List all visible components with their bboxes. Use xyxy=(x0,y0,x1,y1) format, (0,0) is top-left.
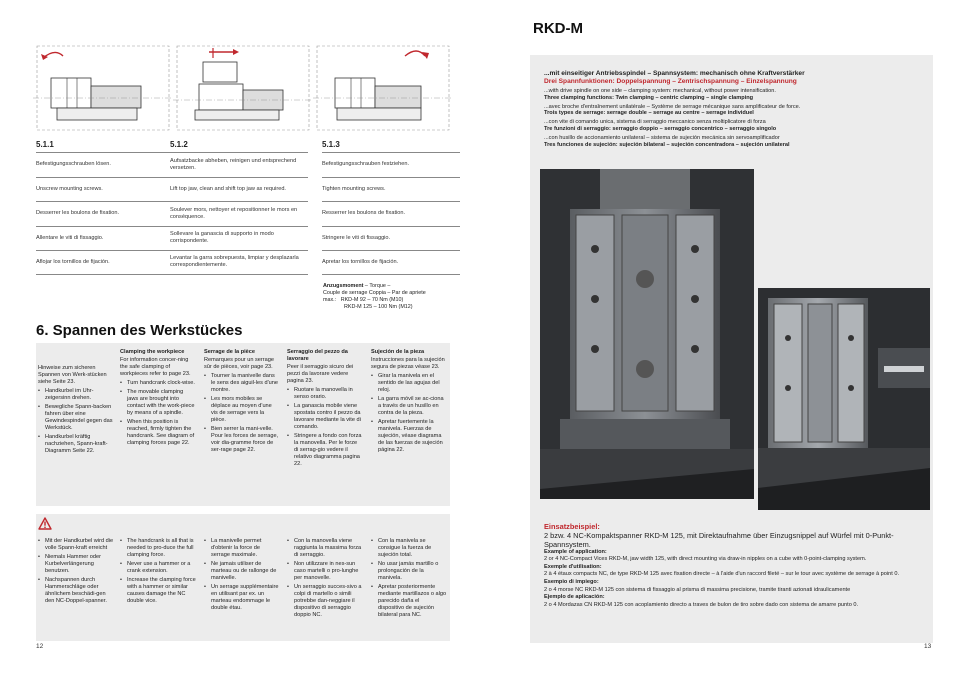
intro-de-functions: Drei Spannfunktionen: Doppelspannung – Zentrischspannung – Einzelspannung xyxy=(544,78,797,85)
list-item: • Bewegliche Spann-backen fahren über eine Gewindespindel gegen das Werkstück. xyxy=(38,404,114,432)
list-item: • Nachspannen durch Hammerschläge oder ähnlichem beschädi-gen den NC-Doppel-spanner. xyxy=(38,577,114,605)
intro-en-functions: Three clamping functions: Twin clamping – centric clamping – single clamping xyxy=(544,94,754,101)
torque-label-rest: – Torque – xyxy=(363,283,391,289)
intro-de: ...mit einseitiger Antriebsspindel – Spannsystem: mechanisch ohne Kraftverstärker xyxy=(544,70,805,77)
example-en: 2 or 4 NC-Compact Vices RKD-M, jaw width 125, with direct mounting via draw-in nipples on a cube with 0-point-clamping system. xyxy=(544,556,867,563)
list-item: • Bien serrer la mani-velle. Pour les forces de serrage, voir dia-gramme force de ser-rage page 22. xyxy=(204,426,280,454)
list-item: • No usar jamás martillo o prolongación de la manivela. xyxy=(371,561,447,582)
list-item: • Un serraggio succes-sivo a colpi di martello o simili potrebbe dan-neggiare il dispositivo di serraggio doppio NC. xyxy=(287,584,363,619)
step-number: 5.1.1 xyxy=(36,140,54,149)
list-item: • Les mors mobiles se déplace au moyen d'une vis de serrage vers la pièce. xyxy=(204,396,280,424)
list-item: • Mit der Handkurbel wird die volle Spann-kraft erreicht xyxy=(38,538,114,552)
col-fr-text: Remarques pour un serrage sûr de pièces, voir page 23. xyxy=(204,357,274,370)
list-item: • La garra móvil se ac-ciona a través de un husillo en contra de la pieza. xyxy=(371,396,447,417)
list-item: • La manivelle permet d'obtenir la force de serrage maximale. xyxy=(204,538,280,559)
example-fr: 2 à 4 étaux compacts NC, de type RKD-M 125 avec fixation directe – à l'aide d'un raccord fileté – sur le tour avec système de serrage à point 0. xyxy=(544,571,900,578)
col-es xyxy=(371,349,447,454)
example-es: 2 o 4 Mordazas CN RKD-M 125 con acoplamiento directo a traves de bulon de tiro sobre dado con sistema de amarre punto 0. xyxy=(544,601,859,608)
warn-en xyxy=(120,536,196,605)
warn-fr xyxy=(204,536,280,612)
list-item: • The handcrank is all that is needed to pro-duce the full clamping force. xyxy=(120,538,196,559)
step-5-1-3 xyxy=(322,140,460,275)
col-de-list xyxy=(38,388,114,455)
example-heading: Einsatzbeispiel: xyxy=(544,522,600,531)
step-text-fr: Desserrer les boulons de fixation. xyxy=(36,201,174,226)
list-item: • Never use a hammer or a crank extension. xyxy=(120,561,196,575)
example-it: 2 o 4 morse NC RKD-M 125 con sistema di fissaggio al prisma di massima precisione, tramite tiranti azionati idraulicamente xyxy=(544,586,851,593)
step-text-it: Stringere le viti di fissaggio. xyxy=(322,226,460,251)
col-fr xyxy=(204,349,280,454)
list-item: • Con la manivela se consigue la fuerza de sujeción total. xyxy=(371,538,447,559)
intro-es: ...con husillo de accionamiento unilateral – sistema de sujeción mecánica sin servoamplificador xyxy=(544,134,780,141)
step-text-fr: Resserrer les boulons de fixation. xyxy=(322,201,460,226)
step-text-es: Levantar la garra sobrepuesta, limpiar y desplazarla correspondientemente. xyxy=(170,250,308,275)
col-es-head: Sujeción de la pieza xyxy=(371,349,425,355)
example-de: 2 bzw. 4 NC-Kompaktspanner RKD-M 125, mit Direktaufnahme über Einzugsnippel auf Würfel mit 0-Punkt-Spannsystem. xyxy=(544,530,894,549)
col-it-text: Peer il serraggio sicuro dei pezzi da lavorare vedere pagina 23. xyxy=(287,364,354,384)
list-item: • Apretar fuertemente la manivela. Fuerzas de sujeción, véase diagrama de las fuerzas de sujeción página 22. xyxy=(371,419,447,454)
col-en-text: For information concer-ning the safe clamping of workpieces refer to page 23. xyxy=(120,357,191,377)
col-en-head: Clamping the workpiece xyxy=(120,349,185,355)
torque-rkd-92: RKD-M 92 – 70 Nm (M10) xyxy=(340,297,404,303)
step-text-en: Tighten mounting screws. xyxy=(322,177,460,202)
step-text-it: Allentare le viti di fissaggio. xyxy=(36,226,174,251)
figure-5-1-2 xyxy=(173,38,311,138)
list-item: • Increase the clamping force with a hammer or similar causes damage the NC double vice. xyxy=(120,577,196,605)
intro-es-functions: Tres funciones de sujeción: sujeción bilateral – sujeción concentradora – sujeción unilateral xyxy=(544,141,790,148)
list-item: • Ne jamais utiliser de marteau ou de rallonge de manivelle. xyxy=(204,561,280,582)
list-item: • Stringere a fondo con forza la manovella. Per le forze di serrag-gio vedere il relativo diagramma pagina 22. xyxy=(287,433,363,468)
list-item: • Tourner la manivelle dans le sens des aiguil-les d'une montre. xyxy=(204,373,280,394)
machine-photo-small xyxy=(758,288,930,510)
col-it-head: Serraggio del pezzo da lavorare xyxy=(287,349,348,362)
torque-note xyxy=(323,283,426,311)
warning-triangle-icon xyxy=(38,517,52,530)
example-en-heading: Example of application: xyxy=(544,548,607,555)
intro-en: ...with drive spindle on one side – clamping system: mechanical, without power intensification. xyxy=(544,88,776,94)
figure-5-1-1 xyxy=(33,38,171,138)
step-number: 5.1.2 xyxy=(170,140,188,149)
col-es-text: Instrucciones para la sujeción segura de piezas véase 23. xyxy=(371,357,445,370)
col-de-text: Hinweise zum sicheren Spannen von Werk-stücken siehe Seite 23. xyxy=(38,365,107,385)
example-fr-heading: Exemple d'utilisation: xyxy=(544,563,602,570)
step-5-1-2 xyxy=(170,140,308,275)
machine-photo-large xyxy=(540,169,754,499)
step-text-es: Apretar los tornillos de fijación. xyxy=(322,250,460,275)
figure-5-1-3 xyxy=(313,38,451,138)
section-title: 6. Spannen des Werkstückes xyxy=(36,322,243,339)
page-number-right: 13 xyxy=(924,643,932,650)
warn-de xyxy=(38,536,114,605)
col-fr-head: Serrage de la pièce xyxy=(204,349,255,355)
list-item: • Un serrage supplémentaire en utilisant par ex. un marteau endommage le double étau. xyxy=(204,584,280,612)
torque-prefix: max.: xyxy=(323,297,337,303)
step-text-de: Befestigungsschrauben lösen. xyxy=(36,152,174,177)
step-text-en: Lift top jaw, clean and shift top jaw as required. xyxy=(170,177,308,202)
clamping-instructions-box xyxy=(36,343,450,506)
list-item: • Handkurbel kräftig nachziehen, Spann-kraft-Diagramm Seite 22. xyxy=(38,434,114,455)
application-example xyxy=(544,523,926,609)
mounting-figures xyxy=(33,38,451,138)
list-item: • Turn handcrank clock-wise. xyxy=(120,380,196,387)
list-item: • Apretar posteriormente mediante martillazos o algo parecido daña el dispositivo de sujeción bilateral para NC. xyxy=(371,584,447,619)
list-item: • Ruotare la manovella in senso orario. xyxy=(287,387,363,401)
torque-rkd-125: RKD-M 125 – 100 Nm (M12) xyxy=(344,304,413,310)
col-it xyxy=(287,349,363,468)
list-item: • Handkurbel im Uhr-zeigersinn drehen. xyxy=(38,388,114,402)
example-es-heading: Ejemplo de aplicación: xyxy=(544,594,605,601)
warn-it xyxy=(287,536,363,619)
step-text-fr: Soulever mors, nettoyer et repositionner le mors en conséquence. xyxy=(170,201,308,226)
intro-fr-functions: Trois types de serrage: serrage double – serrage au centre – serrage individuel xyxy=(544,110,754,117)
step-number: 5.1.3 xyxy=(322,140,340,149)
col-de xyxy=(38,365,114,455)
warn-es xyxy=(371,536,447,619)
list-item: • The movable clamping jaws are brought into contact with the work-piece by means of a spindle. xyxy=(120,389,196,417)
product-panel xyxy=(530,55,933,643)
intro-it-functions: Tre funzioni di serraggio: serraggio doppio – serraggio concentrico – serraggio singolo xyxy=(544,125,777,132)
example-it-heading: Esempio di impiego: xyxy=(544,578,599,585)
product-intro xyxy=(544,70,924,148)
intro-fr: ...avec broche d'entraînement unilatérale – Système de serrage mécanique sans amplificateur de force. xyxy=(544,103,801,110)
step-5-1-1 xyxy=(36,140,174,275)
list-item: • Non utilizzare in nes-sun caso martelli o pro-lunghe per manovelle. xyxy=(287,561,363,582)
step-text-en: Unscrew mounting screws. xyxy=(36,177,174,202)
intro-it: ...con vite di comando unica, sistema di serraggio meccanico senza moltiplicatore di forza xyxy=(544,119,766,126)
warning-box xyxy=(36,514,450,641)
list-item: • Niemals Hammer oder Kurbelverlängerung benutzen. xyxy=(38,554,114,575)
torque-line2: Couple de serrage Coppia – Par de apriete xyxy=(323,290,426,296)
step-text-de: Aufsatzbacke abheben, reinigen und entsprechend versetzen. xyxy=(170,152,308,177)
list-item: • La ganascia mobile viene spostata contro il pezzo da lavorare mediante la vite di comando. xyxy=(287,403,363,431)
product-title: RKD-M xyxy=(533,20,583,37)
torque-label: Anzugsmoment xyxy=(323,283,364,289)
list-item: • Girar la manivela en el sentido de las agujas del reloj. xyxy=(371,373,447,394)
col-en xyxy=(120,349,196,447)
list-item: • When this position is reached, firmly tighten the handcrank. See diagram of clamping forces page 22. xyxy=(120,419,196,447)
page-number-left: 12 xyxy=(36,643,44,650)
step-text-es: Aflojar los tornillos de fijación. xyxy=(36,250,174,275)
step-text-de: Befestigungsschrauben festziehen. xyxy=(322,152,460,177)
step-text-it: Sollevare la ganascia di supporto in modo corrispondente. xyxy=(170,226,308,251)
list-item: • Con la manovella viene raggiunta la massima forza di serraggio. xyxy=(287,538,363,559)
